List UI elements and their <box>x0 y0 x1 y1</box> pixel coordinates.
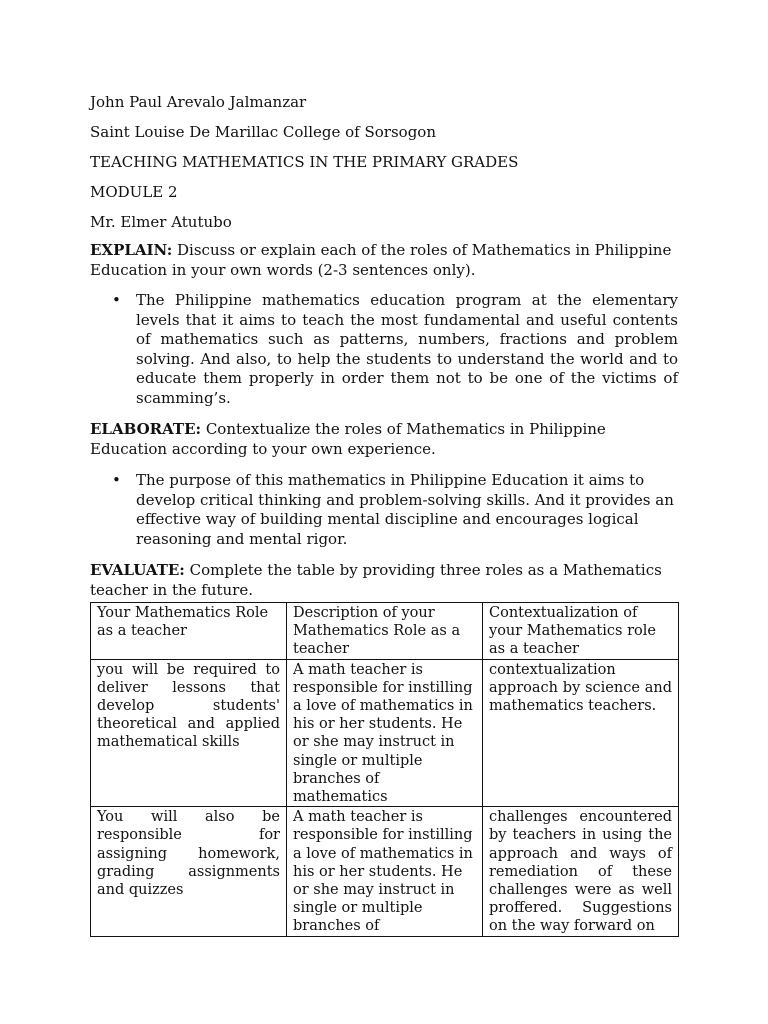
student-name: John Paul Arevalo Jalmanzar <box>90 93 307 111</box>
elaborate-answer-list <box>90 471 678 549</box>
explain-prompt <box>90 241 678 280</box>
bullet-icon: • <box>112 471 121 489</box>
table-header-cell: Your Mathematics Role as a teacher <box>91 603 287 660</box>
explain-label: EXPLAIN: <box>90 241 173 259</box>
course-title: TEACHING MATHEMATICS IN THE PRIMARY GRADES <box>90 153 519 171</box>
table-cell: A math teacher is responsible for instilling a love of mathematics in his or her students. He or she may instruct in single or multiple branches of mathematics <box>287 659 483 807</box>
instructor-name: Mr. Elmer Atutubo <box>90 213 232 231</box>
table-header-cell: Contextualization of your Mathematics role as a teacher <box>483 603 679 660</box>
elaborate-prompt-text: Contextualize the roles of Mathematics in Philippine Education according to your own experience. <box>90 420 606 458</box>
evaluate-prompt <box>90 561 678 600</box>
explain-answer-text: The Philippine mathematics education program at the elementary levels that it aims to teach the most fundamental and useful contents of mathematics such as patterns, numbers, fractions and problem solving. And also, to help the students to understand the world and to educate them properly in order them not to be one of the victims of scamming’s. <box>136 291 678 407</box>
table-row <box>91 659 679 807</box>
elaborate-answer-item <box>90 471 678 549</box>
explain-answer-list <box>90 291 678 408</box>
table-cell: A math teacher is responsible for instilling a love of mathematics in his or her students. He or she may instruct in single or multiple branches of <box>287 807 483 936</box>
table-cell: you will be required to deliver lessons that develop students' theoretical and applied mathematical skills <box>91 659 287 807</box>
elaborate-label: ELABORATE: <box>90 420 202 438</box>
school-name: Saint Louise De Marillac College of Sorsogon <box>90 123 436 141</box>
bullet-icon: • <box>112 291 121 309</box>
table-cell: challenges encountered by teachers in using the approach and ways of remediation of these challenges were as well proffered. Suggestions on the way forward on <box>483 807 679 936</box>
explain-prompt-text: Discuss or explain each of the roles of Mathematics in Philippine Education in your own words (2-3 sentences only). <box>90 241 672 279</box>
elaborate-prompt <box>90 420 678 459</box>
table-cell: contextualization approach by science and mathematics teachers. <box>483 659 679 807</box>
table-row <box>91 807 679 936</box>
table-header-row <box>91 603 679 660</box>
evaluate-label: EVALUATE: <box>90 561 185 579</box>
table-header-cell: Description of your Mathematics Role as a teacher <box>287 603 483 660</box>
roles-table <box>90 602 679 937</box>
elaborate-answer-text: The purpose of this mathematics in Philippine Education it aims to develop critical thinking and problem-solving skills. And it provides an effective way of building mental discipline and encourages logical reasoning and mental rigor. <box>136 471 674 548</box>
evaluate-prompt-text: Complete the table by providing three roles as a Mathematics teacher in the future. <box>90 561 662 599</box>
explain-answer-item <box>90 291 678 408</box>
module-label: MODULE 2 <box>90 183 178 201</box>
table-cell: You will also be responsible for assigning homework, grading assignments and quizzes <box>91 807 287 936</box>
